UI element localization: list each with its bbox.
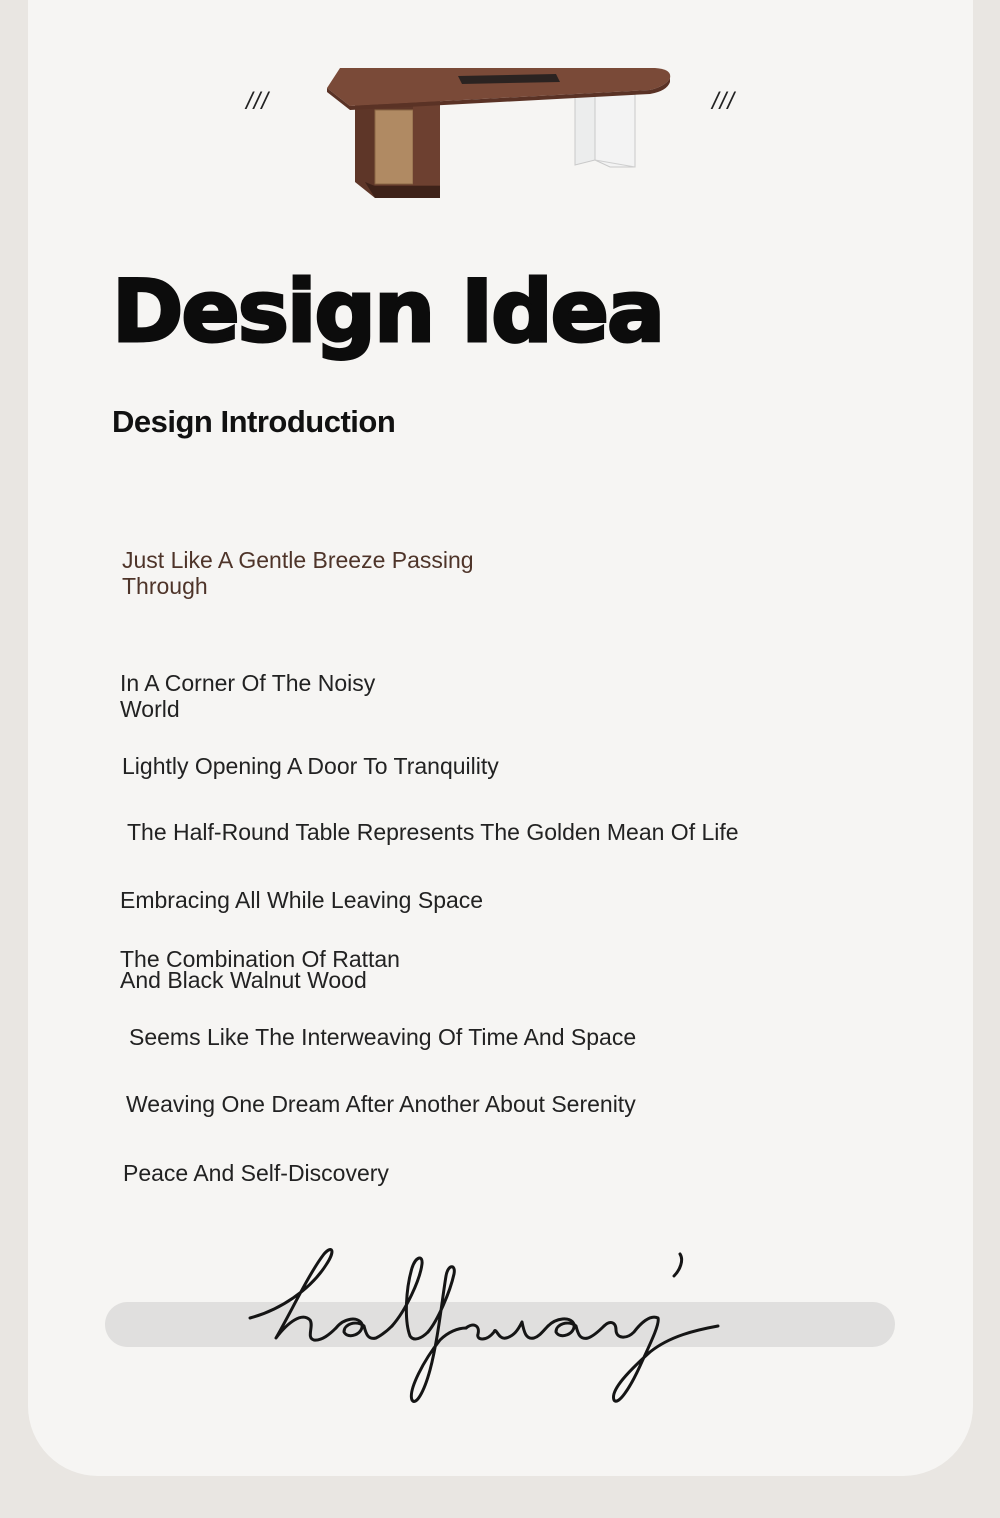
section-subtitle: Design Introduction [112, 404, 396, 439]
intro-line-5: Embracing All While Leaving Space [120, 887, 484, 913]
intro-line-7: Seems Like The Interweaving Of Time And Space [129, 1024, 637, 1050]
intro-line-3: Lightly Opening A Door To Tranquility [122, 753, 499, 779]
page-title: Design Idea [112, 262, 664, 362]
intro-line-8: Weaving One Dream After Another About Serenity [126, 1091, 636, 1117]
intro-line-6: The Combination Of Rattan And Black Walnut Wood [120, 946, 400, 993]
acrylic-leg [575, 90, 635, 167]
intro-line-4: The Half-Round Table Represents The Golden Mean Of Life [127, 819, 739, 845]
intro-line-1: Just Like A Gentle Breeze Passing Through [122, 547, 474, 599]
intro-line-2: In A Corner Of The Noisy World [120, 670, 376, 722]
handwritten-signature-logo [240, 1240, 740, 1420]
intro-line-9: Peace And Self-Discovery [123, 1160, 389, 1186]
desk-illustration-icon [320, 60, 680, 205]
left-slash-decoration: /// [246, 88, 270, 115]
rattan-cabinet [355, 100, 440, 198]
right-slash-decoration: /// [712, 88, 736, 115]
